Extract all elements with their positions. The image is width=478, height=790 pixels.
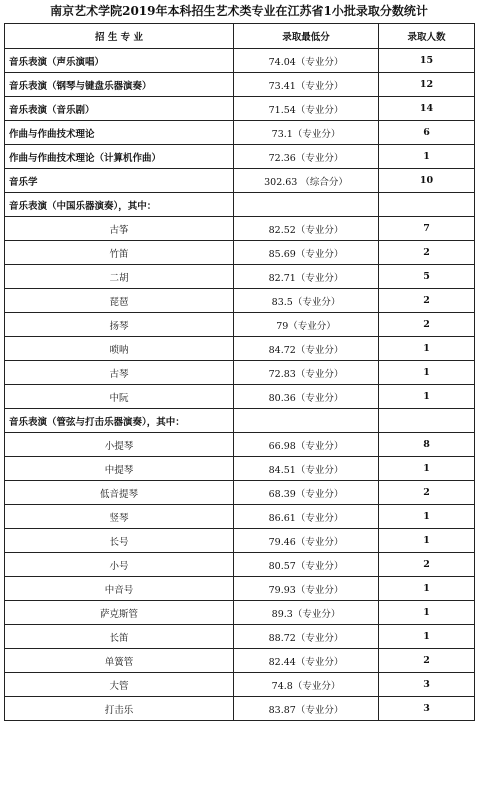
table-header-row <box>5 24 475 49</box>
major-cell: 作曲与作曲技术理论 <box>5 121 234 145</box>
major-cell: 竖琴 <box>5 505 234 529</box>
min-score-cell: 79（专业分） <box>234 313 379 337</box>
major-cell: 音乐表演（管弦与打击乐器演奏），其中： <box>5 409 234 433</box>
admitted-count-cell: 1 <box>379 361 475 385</box>
table-row <box>5 121 475 145</box>
major-cell: 古筝 <box>5 217 234 241</box>
table-row <box>5 265 475 289</box>
major-cell: 竹笛 <box>5 241 234 265</box>
admitted-count-cell: 7 <box>379 217 475 241</box>
table-body <box>5 49 475 721</box>
min-score-cell: 79.46（专业分） <box>234 529 379 553</box>
admitted-count-cell: 10 <box>379 169 475 193</box>
min-score-cell: 84.72（专业分） <box>234 337 379 361</box>
min-score-cell: 68.39（专业分） <box>234 481 379 505</box>
table-row <box>5 505 475 529</box>
min-score-cell: 89.3（专业分） <box>234 601 379 625</box>
admitted-count-cell: 1 <box>379 529 475 553</box>
min-score-cell <box>234 193 379 217</box>
table-row <box>5 97 475 121</box>
min-score-cell: 302.63 （综合分） <box>234 169 379 193</box>
major-cell: 唢呐 <box>5 337 234 361</box>
admitted-count-cell: 5 <box>379 265 475 289</box>
header-major: 招 生 专 业 <box>5 24 234 49</box>
table-row <box>5 337 475 361</box>
major-cell: 二胡 <box>5 265 234 289</box>
admitted-count-cell: 15 <box>379 49 475 73</box>
major-cell: 大管 <box>5 673 234 697</box>
admitted-count-cell: 1 <box>379 505 475 529</box>
min-score-cell: 83.5（专业分） <box>234 289 379 313</box>
admitted-count-cell: 3 <box>379 697 475 721</box>
admitted-count-cell: 1 <box>379 601 475 625</box>
admitted-count-cell <box>379 193 475 217</box>
major-cell: 音乐学 <box>5 169 234 193</box>
min-score-cell: 73.1（专业分） <box>234 121 379 145</box>
major-cell: 古琴 <box>5 361 234 385</box>
table-row <box>5 361 475 385</box>
major-cell: 中提琴 <box>5 457 234 481</box>
admission-score-table <box>4 23 475 721</box>
table-row <box>5 145 475 169</box>
major-cell: 中音号 <box>5 577 234 601</box>
admitted-count-cell: 1 <box>379 145 475 169</box>
table-row <box>5 625 475 649</box>
major-cell: 音乐表演（音乐剧） <box>5 97 234 121</box>
major-cell: 中阮 <box>5 385 234 409</box>
min-score-cell: 84.51（专业分） <box>234 457 379 481</box>
admitted-count-cell <box>379 409 475 433</box>
admitted-count-cell: 6 <box>379 121 475 145</box>
header-admitted-count: 录取人数 <box>379 24 475 49</box>
admitted-count-cell: 1 <box>379 625 475 649</box>
min-score-cell: 72.36（专业分） <box>234 145 379 169</box>
admitted-count-cell: 14 <box>379 97 475 121</box>
table-row <box>5 433 475 457</box>
table-row <box>5 385 475 409</box>
min-score-cell: 82.52（专业分） <box>234 217 379 241</box>
admitted-count-cell: 8 <box>379 433 475 457</box>
table-row <box>5 457 475 481</box>
table-row <box>5 241 475 265</box>
min-score-cell: 82.71（专业分） <box>234 265 379 289</box>
admitted-count-cell: 12 <box>379 73 475 97</box>
admitted-count-cell: 1 <box>379 337 475 361</box>
table-row <box>5 73 475 97</box>
table-row <box>5 529 475 553</box>
major-cell: 打击乐 <box>5 697 234 721</box>
admitted-count-cell: 2 <box>379 289 475 313</box>
table-row <box>5 169 475 193</box>
major-cell: 小提琴 <box>5 433 234 457</box>
major-cell: 小号 <box>5 553 234 577</box>
min-score-cell: 80.57（专业分） <box>234 553 379 577</box>
table-row <box>5 697 475 721</box>
table-row <box>5 313 475 337</box>
major-cell: 音乐表演（钢琴与键盘乐器演奏） <box>5 73 234 97</box>
admitted-count-cell: 2 <box>379 313 475 337</box>
major-cell: 低音提琴 <box>5 481 234 505</box>
table-row <box>5 553 475 577</box>
table-row <box>5 673 475 697</box>
major-cell: 萨克斯管 <box>5 601 234 625</box>
table-row <box>5 49 475 73</box>
min-score-cell <box>234 409 379 433</box>
min-score-cell: 86.61（专业分） <box>234 505 379 529</box>
min-score-cell: 85.69（专业分） <box>234 241 379 265</box>
min-score-cell: 72.83（专业分） <box>234 361 379 385</box>
table-row <box>5 601 475 625</box>
min-score-cell: 74.8（专业分） <box>234 673 379 697</box>
admitted-count-cell: 2 <box>379 553 475 577</box>
admitted-count-cell: 2 <box>379 481 475 505</box>
min-score-cell: 79.93（专业分） <box>234 577 379 601</box>
table-row <box>5 481 475 505</box>
admitted-count-cell: 1 <box>379 577 475 601</box>
admitted-count-cell: 3 <box>379 673 475 697</box>
table-row <box>5 577 475 601</box>
major-cell: 单簧管 <box>5 649 234 673</box>
major-cell: 长笛 <box>5 625 234 649</box>
min-score-cell: 74.04（专业分） <box>234 49 379 73</box>
major-cell: 音乐表演（中国乐器演奏），其中： <box>5 193 234 217</box>
table-row <box>5 649 475 673</box>
document-title: 南京艺术学院2019年本科招生艺术类专业在江苏省1小批录取分数统计 <box>50 4 428 18</box>
major-cell: 作曲与作曲技术理论（计算机作曲） <box>5 145 234 169</box>
table-row <box>5 289 475 313</box>
admitted-count-cell: 1 <box>379 457 475 481</box>
min-score-cell: 88.72（专业分） <box>234 625 379 649</box>
major-cell: 长号 <box>5 529 234 553</box>
table-group-row <box>5 193 475 217</box>
admitted-count-cell: 2 <box>379 241 475 265</box>
min-score-cell: 71.54（专业分） <box>234 97 379 121</box>
min-score-cell: 66.98（专业分） <box>234 433 379 457</box>
min-score-cell: 80.36（专业分） <box>234 385 379 409</box>
min-score-cell: 82.44（专业分） <box>234 649 379 673</box>
min-score-cell: 73.41（专业分） <box>234 73 379 97</box>
major-cell: 琵琶 <box>5 289 234 313</box>
admitted-count-cell: 2 <box>379 649 475 673</box>
table-row <box>5 217 475 241</box>
major-cell: 音乐表演（声乐演唱） <box>5 49 234 73</box>
min-score-cell: 83.87（专业分） <box>234 697 379 721</box>
header-min-score: 录取最低分 <box>234 24 379 49</box>
admitted-count-cell: 1 <box>379 385 475 409</box>
major-cell: 扬琴 <box>5 313 234 337</box>
table-group-row <box>5 409 475 433</box>
